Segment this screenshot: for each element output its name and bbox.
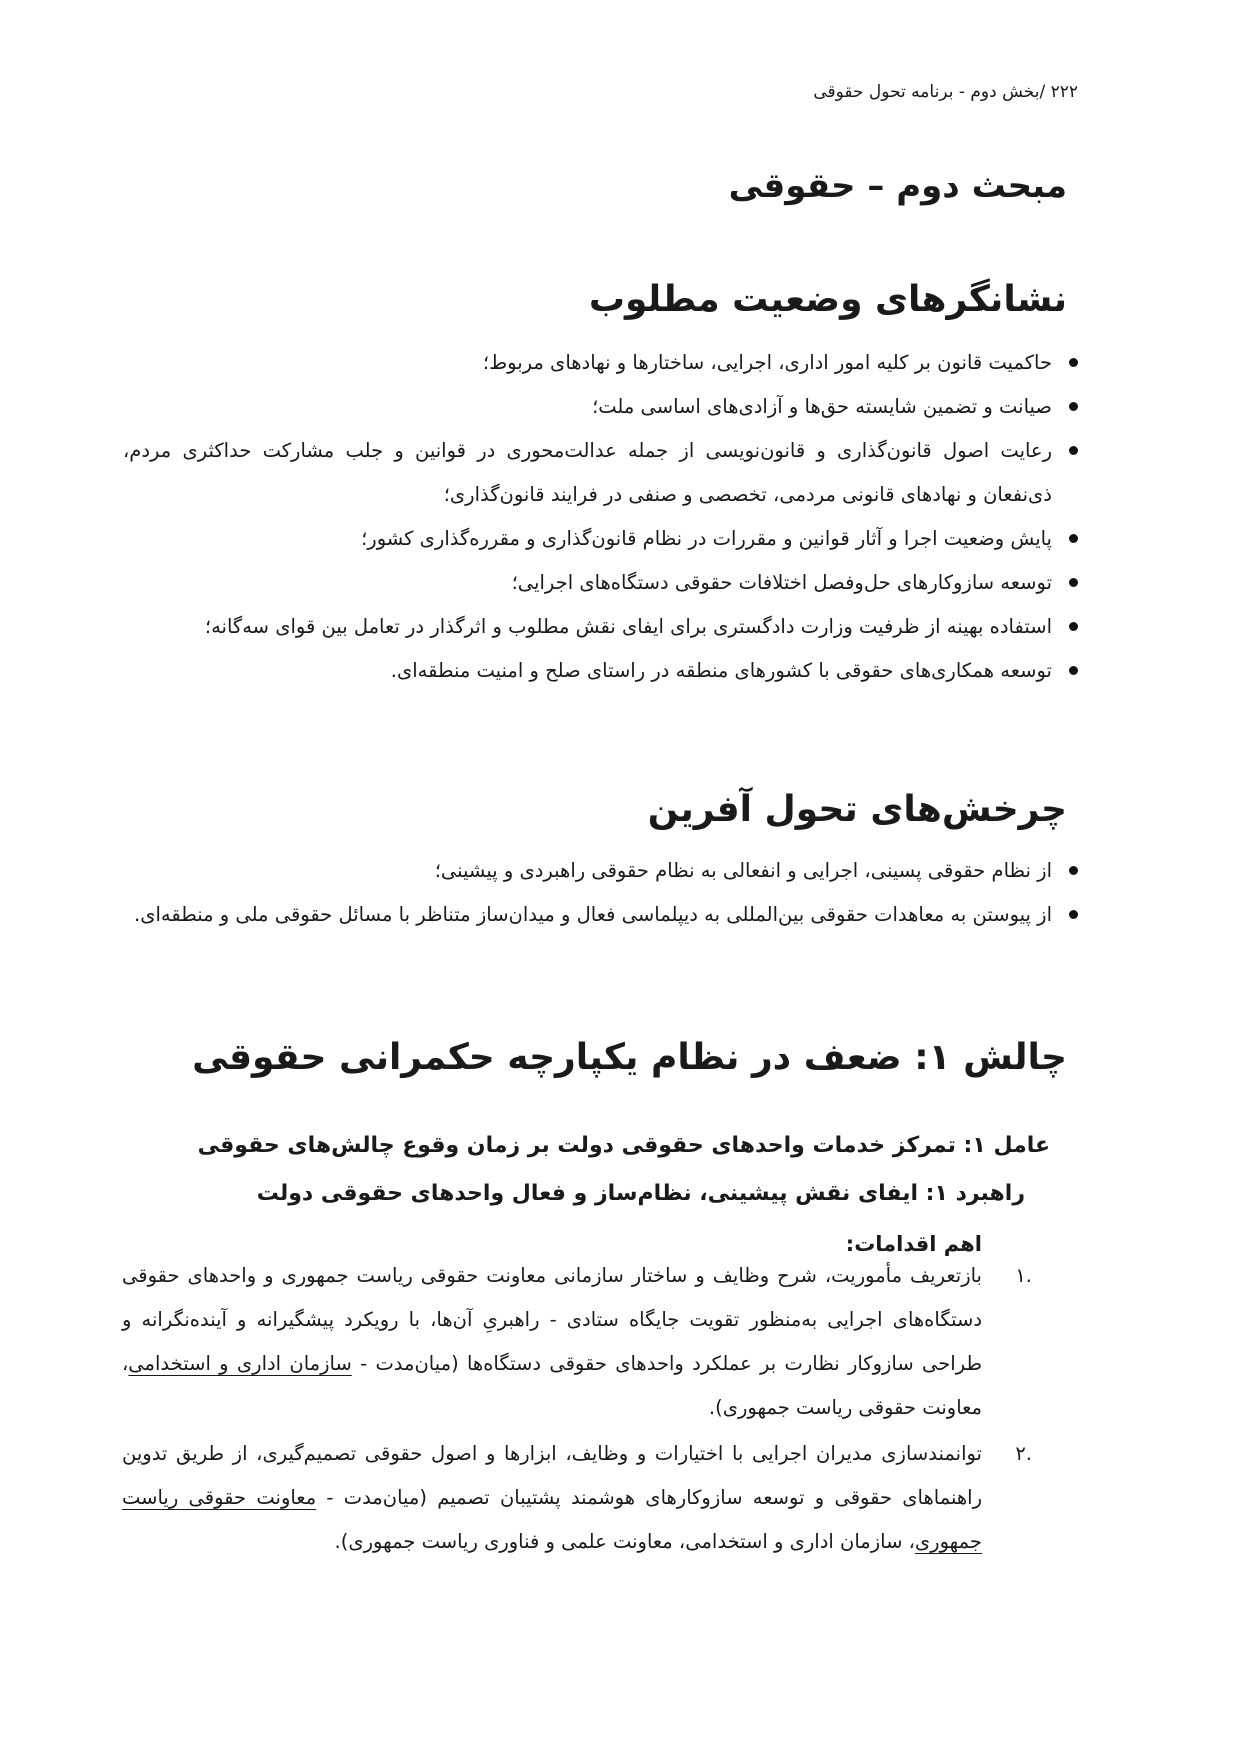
challenge-heading: چالش ۱: ضعف در نظام یکپارچه حکمرانی حقوقی: [192, 1037, 1067, 1078]
action-underlined-text: سازمان اداری و استخدامی: [128, 1352, 352, 1375]
indicators-heading: نشانگرهای وضعیت مطلوب: [588, 279, 1067, 320]
action-text-tail: ، سازمان اداری و استخدامی، معاونت علمی و فناوری ریاست جمهوری).: [334, 1530, 915, 1553]
indicator-item: توسعه همکاری‌های حقوقی با کشورهای منطقه در راستای صلح و امنیت منطقه‌ای.: [123, 649, 1078, 693]
action-number: ۲.: [1015, 1442, 1032, 1465]
turning-point-item: از نظام حقوقی پسینی، اجرایی و انفعالی به نظام حقوقی راهبردی و پیشینی؛: [123, 849, 1078, 893]
section-title: مبحث دوم – حقوقی: [728, 166, 1067, 206]
action-item: [122, 1254, 1032, 1430]
running-header: ۲۲۲ /بخش دوم - برنامه تحول حقوقی: [813, 82, 1078, 102]
action-item: [122, 1432, 1032, 1564]
indicator-item: حاکمیت قانون بر کلیه امور اداری، اجرایی، ساختارها و نهادهای مربوط؛: [123, 341, 1078, 385]
actions-list: [122, 1254, 1032, 1566]
indicator-item: توسعه سازوکارهای حل‌وفصل اختلافات حقوقی دستگاه‌های اجرایی؛: [123, 561, 1078, 605]
indicator-item: رعایت اصول قانون‌گذاری و قانون‌نویسی از جمله عدالت‌محوری در قوانین و جلب مشارکت حداکثری مردم، ذی‌نفعان و نهادهای قانونی مردمی، تخصصی و صنفی در فرایند قانون‌گذاری؛: [123, 429, 1078, 517]
actions-heading: اهم اقدامات:: [845, 1232, 982, 1256]
indicator-item: استفاده بهینه از ظرفیت وزارت دادگستری برای ایفای نقش مطلوب و اثرگذار در تعامل بین قوای سه‌گانه؛: [123, 605, 1078, 649]
action-number: ۱.: [1015, 1264, 1032, 1287]
indicator-item: پایش وضعیت اجرا و آثار قوانین و مقررات در نظام قانون‌گذاری و مقرره‌گذاری کشور؛: [123, 517, 1078, 561]
turning-point-item: از پیوستن به معاهدات حقوقی بین‌المللی به دیپلماسی فعال و میدان‌ساز متناظر با مسائل حقوقی ملی و منطقه‌ای.: [123, 893, 1078, 937]
strategy-heading: راهبرد ۱: ایفای نقش پیشینی، نظام‌ساز و فعال واحدهای حقوقی دولت: [256, 1181, 1025, 1206]
turning-points-heading: چرخش‌های تحول آفرین: [647, 789, 1067, 830]
action-text: توانمندسازی مدیران اجرایی با اختیارات و وظایف، ابزارها و اصول حقوقی تصمیم‌گیری، از طریق تدوین راهنماهای حقوقی و توسعه سازوکارهای هوشمند پشتیبان تصمیم (میان‌مدت -: [122, 1442, 982, 1509]
indicator-item: صیانت و تضمین شایسته حق‌ها و آزادی‌های اساسی ملت؛: [123, 385, 1078, 429]
action-underlined-text: معاونت حقوقی ریاست جمهوری: [122, 1486, 982, 1553]
action-text: بازتعریف مأموریت، شرح وظایف و ساختار سازمانی معاونت حقوقی ریاست جمهوری و واحدهای حقوقی دستگاه‌های اجرایی به‌منظور تقویت جایگاه ستادی - راهبریِ آن‌ها، با رویکرد پیشگیرانه و آینده‌نگرانه و طراحی سازوکار نظارت بر عملکرد واحدهای حقوقی دستگاه‌ها (میان‌مدت -: [122, 1264, 983, 1375]
turning-points-list: [123, 849, 1078, 937]
indicators-list: [123, 341, 1078, 693]
factor-heading: عامل ۱: تمرکز خدمات واحدهای حقوقی دولت بر زمان وقوع چالش‌های حقوقی: [197, 1133, 1050, 1158]
action-text-tail: ، معاونت حقوقی ریاست جمهوری).: [122, 1352, 982, 1419]
